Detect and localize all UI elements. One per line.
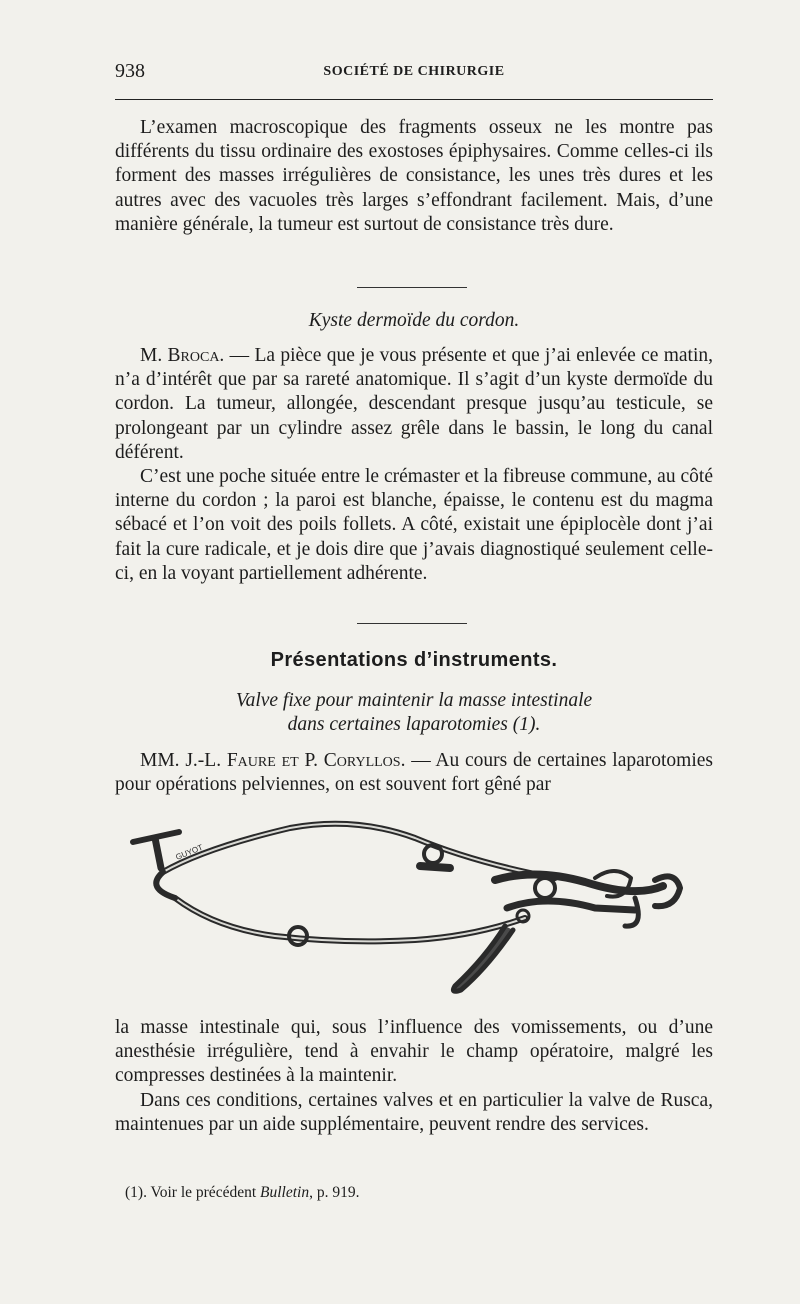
kyste-body (115, 344, 713, 586)
kyste-paragraph-1 (115, 344, 713, 465)
instruments-intro-text: — Au cours de certaines laparotomies pour opérations pelviennes, on est souvent fort gêné par (115, 750, 713, 796)
valve-instrument-illustration (115, 808, 713, 1013)
page-number: 938 (115, 60, 145, 82)
after-figure-paragraph-1: la masse intestinale qui, sous l’influence des vomissements, ou d’une anesthésie irrégulière, tend à envahir le champ opératoire, malgré les compresses destinées à la maintenir. (115, 1017, 713, 1087)
instruments-speakers: MM. J.-L. Faure et P. Coryllos. (140, 750, 406, 771)
kyste-paragraph-1-text: — La pièce que je vous présente et que j’ai enlevée ce matin, n’a d’intérêt que par sa rareté anatomique. Il s’agit d’un kyste dermoïde du cordon. La tumeur, allongée, descendant presque jusqu’au testicule, se prolongeant par un cylindre assez grêle dans le bassin, le long du canal déférent. (115, 345, 713, 463)
footnote-journal: Bulletin (260, 1184, 310, 1201)
footnote-text-before: Voir le précédent (146, 1184, 261, 1201)
page-header (115, 58, 713, 88)
footnote-marker: (1). (125, 1184, 147, 1201)
instrument-engraving: GUYOT (174, 842, 205, 862)
footnote-text-after: , p. 919. (309, 1184, 360, 1201)
valve-subtitle-line-2: dans certaines laparotomies (1). (287, 714, 541, 735)
header-rule (115, 99, 713, 100)
instruments-intro (115, 749, 713, 797)
instruments-intro-block (115, 749, 713, 797)
section-divider (357, 287, 467, 288)
valve-subtitle (115, 689, 713, 737)
after-figure-paragraph-2: Dans ces conditions, certaines valves et en particulier la valve de Rusca, maintenues par un aide supplémentaire, peuvent rendre des services. (115, 1089, 713, 1135)
kyste-paragraph-2: C’est une poche située entre le crémaster et la fibreuse commune, au côté interne du cordon ; la paroi est blanche, épaisse, le contenu est du magma sébacé et l’on voit des poils follets. A côté, existait une épiplocèle dont j’ai fait la cure radicale, et je dois dire que j’avais diagnostiqué seulement celle-ci, en la voyant partiellement adhérente. (115, 466, 713, 584)
kyste-speaker: M. Broca. (140, 345, 225, 366)
valve-instrument-figure (115, 808, 713, 1013)
exostoses-paragraph: L’examen macroscopique des fragments osseux ne les montre pas différents du tissu ordinaire des exostoses épiphysaires. Comme celles-ci ils forment des masses irrégulières de consistance, les unes très dures et les autres avec des vacuoles très larges s’effondrant facilement. Mais, d’une manière générale, la tumeur est surtout de consistance très dure. (115, 117, 713, 235)
kyste-title: Kyste dermoïde du cordon. (308, 310, 520, 331)
valve-subtitle-line-1: Valve fixe pour maintenir la masse intestinale (235, 690, 593, 711)
section-divider-2 (357, 623, 467, 624)
footnote (125, 1184, 359, 1202)
running-head: SOCIÉTÉ DE CHIRURGIE (323, 64, 505, 79)
after-figure-block (115, 1016, 713, 1137)
instruments-section-title: Présentations d’instruments. (270, 649, 558, 671)
exostoses-paragraph-block (115, 116, 713, 237)
